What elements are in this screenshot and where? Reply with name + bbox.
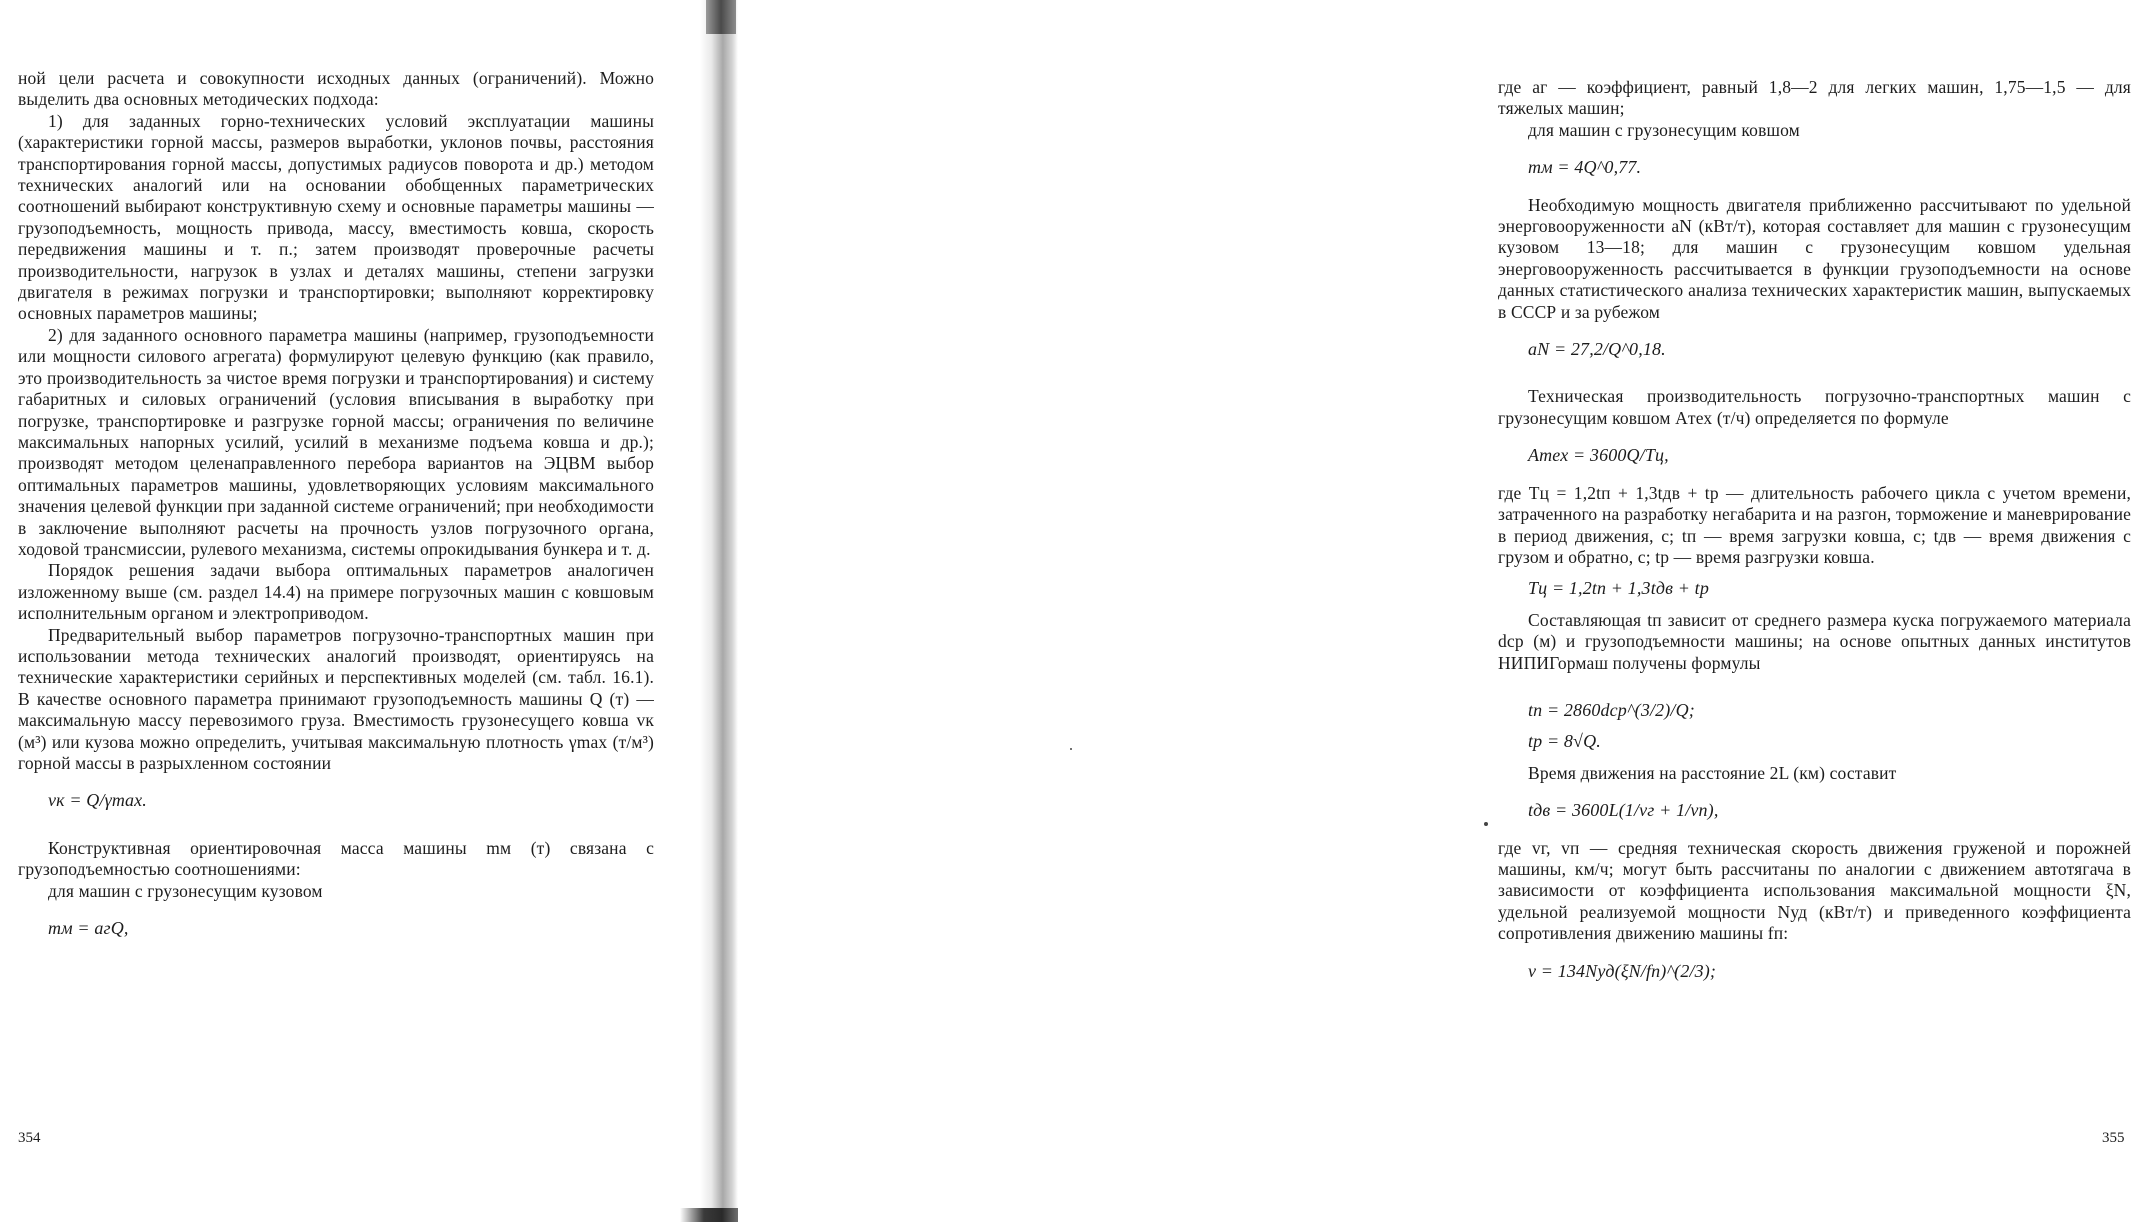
paragraph: где aг — коэффициент, равный 1,8—2 для легких машин, 1,75—1,5 — для тяжелых машин; [1498, 77, 2131, 119]
gutter-shadow-top [706, 0, 736, 34]
formula: mм = aгQ, [48, 918, 129, 939]
paragraph: 2) для заданного основного параметра машины (например, грузоподъемности или мощности силового агрегата) формулируют целевую функцию (как правило, это производительность за чистое время погрузки и транспортирования) и систему габаритных и силовых ограничений (условия вписывания в выработку при погрузке, транспортировке и разгрузке горной массы; ограничения по величине максимальных напорных усилий, усилий в механизме подъема ковша и др.); производят методом целенаправленного перебора вариантов на ЭЦВМ выбор оптимальных параметров машины, удовлетворяющих условиям максимального значения целевой функции при заданной системе ограничений; при необходимости в заключение выполняют расчеты на прочность узлов погрузочного органа, ходовой трансмиссии, рулевого механизма, системы опрокидывания бункера и т. д. [18, 324, 654, 559]
paragraph: где vг, vп — средняя техническая скорость движения груженой и порожней машины, км/ч; могут быть рассчитаны по аналогии с движением автотягача в зависимости от коэффициента использования максимальной мощности ξN, удельной реализуемой мощности Nуд (кВт/т) и приведенного коэффициента сопротивления движению машины fп: [1498, 837, 2131, 944]
formula: tп = 2860dср^(3/2)/Q; [1528, 699, 1695, 720]
paragraph: 1) для заданных горно-технических условий эксплуатации машины (характеристики горной массы, размеров выработки, уклонов почвы, расстояния транспортирования горной массы, допустимых радиусов поворота и др.) методом технических аналогий или на основании обобщенных параметрических соотношений выбирают конструктивную схему и основные параметры машины — грузоподъемность, мощность привода, массу, вместимость ковша, скорость передвижения машины и т. п.; затем производят проверочные расчеты производительности, нагрузок в узлах и деталях машины, степени загрузки двигателя в режимах погрузки и транспортировки; выполняют корректировку основных параметров машины; [18, 110, 654, 324]
formula: tдв = 3600L(1/vг + 1/vп), [1528, 800, 1719, 821]
gutter-shadow-bottom [680, 1208, 740, 1222]
paragraph: где Tц = 1,2tп + 1,3tдв + tр — длительность рабочего цикла с учетом времени, затраченного на разработку негабарита и на разгон, торможение и маневрирование в период движения, с; tп — время загрузки ковша, с; tдв — время движения с грузом и обратно, с; tр — время разгрузки ковша. [1498, 482, 2131, 567]
paragraph: Порядок решения задачи выбора оптимальных параметров аналогичен изложенному выше (см. раздел 14.4) на примере погрузочных машин с ковшовым исполнительным органом и электроприводом. [18, 560, 654, 624]
formula: v = 134Nуд(ξN/fп)^(2/3); [1528, 960, 1717, 981]
paragraph: ной цели расчета и совокупности исходных данных (ограничений). Можно выделить два основных методических подхода: [18, 68, 654, 110]
left-page [0, 0, 700, 1222]
paragraph: для машин с грузонесущим ковшом [1528, 119, 1800, 140]
left-page-number: 354 [18, 1130, 41, 1146]
paragraph: Конструктивная ориентировочная масса машины mм (т) связана с грузоподъемностью соотношениями: [18, 837, 654, 880]
formula: vк = Q/γmax. [48, 790, 147, 811]
book-gutter [700, 0, 738, 1222]
formula: Tц = 1,2tп + 1,3tдв + tр [1528, 578, 1709, 599]
formula: mм = 4Q^0,77. [1528, 157, 1642, 178]
paragraph: Техническая производительность погрузочно-транспортных машин с грузонесущим ковшом Aтех (т/ч) определяется по формуле [1498, 386, 2131, 428]
formula: tр = 8√Q. [1528, 731, 1601, 752]
scan-speck [1484, 822, 1488, 826]
scan-speck [1070, 748, 1072, 750]
paragraph: Время движения на расстояние 2L (км) составит [1528, 762, 1897, 783]
paragraph: Необходимую мощность двигателя приближенно рассчитывают по удельной энерговооруженности aN (кВт/т), которая составляет для машин с грузонесущим кузовом 13—18; для машин с грузонесущим ковшом удельная энерговооруженность рассчитывается в функции грузоподъемности на основе данных статистического анализа технических характеристик машин, выпускаемых в СССР и за рубежом [1498, 194, 2131, 322]
formula: aN = 27,2/Q^0,18. [1528, 339, 1666, 360]
right-page-text [1498, 77, 2131, 982]
formula: Aтех = 3600Q/Tц, [1528, 445, 1669, 466]
paragraph: Предварительный выбор параметров погрузочно-транспортных машин при использовании метода технических аналогий производят, ориентируясь на технические характеристики серийных и перспективных моделей (см. табл. 16.1). В качестве основного параметра принимают грузоподъемность машины Q (т) — максимальную массу перевозимого груза. Вместимость грузонесущего ковша vк (м³) или кузова можно определить, учитывая максимальную плотность γmax (т/м³) горной массы в разрыхленном состоянии [18, 624, 654, 773]
left-page-text [18, 68, 654, 939]
right-page-number: 355 [2102, 1130, 2125, 1146]
right-page [738, 0, 2131, 1222]
paragraph: Составляющая tп зависит от среднего размера куска погружаемого материала dср (м) и грузоподъемности машины; на основе опытных данных институтов НИПИГормаш получены формулы [1498, 609, 2131, 673]
paragraph: для машин с грузонесущим кузовом [48, 880, 323, 901]
